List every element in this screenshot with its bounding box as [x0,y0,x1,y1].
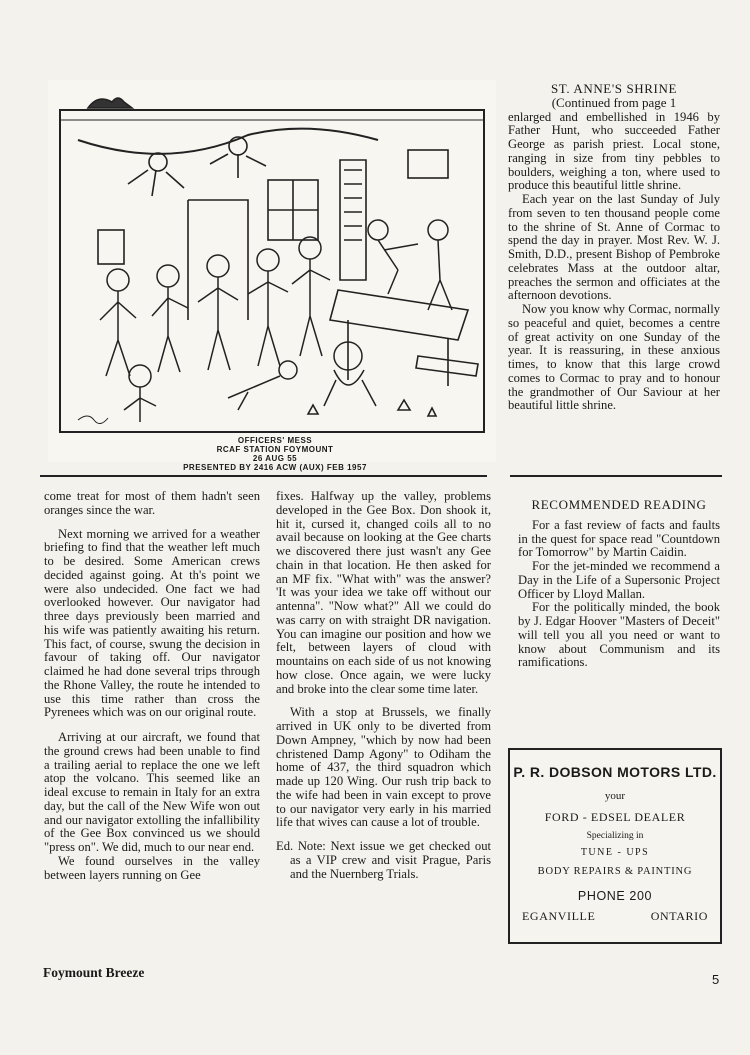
story-column-1 [44,490,260,882]
ad-phone: PHONE 200 [577,889,653,903]
story-column-2 [276,490,491,881]
reading-paragraph: For a fast review of facts and faults in the quest for space read "Countdown for Tomorrow" by Martin Caidin. [518,517,720,560]
ad-province: ONTARIO [650,909,708,923]
section-divider [40,475,487,477]
caption-line: PRESENTED BY 2416 ACW (AUX) FEB 1957 [183,463,367,472]
recommended-reading [518,498,720,670]
story-paragraph: We found ourselves in the valley between layers running on Gee [44,853,260,882]
reading-paragraph: For the jet-minded we recommend a Day in the Life of a Supersonic Project Officer by Lloyd Mallan. [518,559,720,601]
cartoon-caption [160,436,390,472]
story-paragraph: come treat for most of them hadn't seen oranges since the war. [44,489,260,517]
story-paragraph: fixes. Halfway up the valley, problems developed in the Gee Box. Don shook it, hit it, cursed it, changed coils all to no avail because on looking at the Gee charts we discovered there just wasn't any Gee chain in that location. He then asked for an MF fix. "What with" was the answer? 'It was your idea we take off without our antenna". "Now what?" All we could do was carry on with straight DR navigation. You can imagine our position and how we felt, between layers of cloud with mountains on each side of us not knowing how close. Once again, we were lucky and broke into the clear some time later. [276,489,491,696]
continued-note: (Continued from page 1 [551,94,677,110]
shrine-article [508,82,720,413]
shrine-paragraph: enlarged and embellished in 1946 by Father Hunt, who succeeded Father George as parish priest. Local stone, ranging in size from tiny pebbles to boulders, weighing a ton, where used to produce this beautiful little shrine. [508,109,720,193]
story-paragraph: Next morning we arrived for a weather briefing to find that the weather left much to be desired. Some American crews decided against going. At th's point we were also undecided. One fact we had overlooked however. Our navigator had three days previously been married and his wife was patiently awaiting his return. This fact, of course, swung the decision in favour of taking off. Our navigator claimed he had done several trips through the Rhone Valley, the route he intended to use this time rather than cross the Pyrenees which was on our original route. [44,526,260,720]
ad-business-name: P. R. DOBSON MOTORS LTD. [513,764,717,780]
caption-line: RCAF STATION FOYMOUNT [216,445,334,454]
story-paragraph: With a stop at Brussels, we finally arrived in UK only to be diverted from Down Ampney, "which by now had been christened Damp Agony" to Odiham the home of 437, the third squadron which made up 120 Wing. Our rush trip back to the wife had been in vain except to prove to our navigator very early in his married life that wives can cause a lot of trouble. [276,705,491,830]
ad-tuneups: TUNE - UPS [580,847,650,858]
ad-location [510,909,720,924]
shrine-paragraph: Now you know why Cormac, normally so peaceful and quiet, becomes a centre of great activity on one Sunday of the year. It is reassuring, in these anxious times, to know that this large crowd comes to Cormac to pray and to honour the grandmother of Our Saviour at her beautiful little shrine. [508,302,720,413]
officers-mess-cartoon [48,80,496,462]
dobson-motors-ad [508,748,722,944]
caption-line: 26 AUG 55 [252,454,298,463]
ad-town: EGANVILLE [522,909,596,923]
editor-note: Ed. Note: Next issue we get checked out as a VIP crew and visit Prague, Paris and the Nuernberg Trials. [276,839,491,881]
reading-paragraph: For the politically minded, the book by J. Edgar Hoover "Masters of Deceit" will tell you all you need or want to know about Communism and its ramifications. [518,600,720,670]
caption-line: OFFICERS' MESS [237,436,313,445]
section-divider [510,475,722,477]
publication-name: Foymount Breeze [43,965,145,980]
shrine-paragraph: Each year on the last Sunday of July from seven to ten thousand people come to the shrine of St. Anne of Cormac to spend the day in prayer. Most Rev. W. J. Smith, D.D., present Bishop of Pembroke celebrates Mass at the outdoor altar, preaches the sermon and officiates at the afternoon devotions. [508,192,720,303]
reading-title: RECOMMENDED READING [531,497,707,512]
story-paragraph: Arriving at our aircraft, we found that the ground crews had been unable to find a trailing aerial to replace the one we left atop the volcano. This seemed like an ideal excuse to remain in Italy for an extra day, but the call of the New Wife won out and our navigator extolling the infallibility of the Gee Box convinced us we should "press on". We did, much to our near end. [44,730,260,854]
ad-specializing: Specializing in [586,831,644,841]
shrine-title: ST. ANNE'S SHRINE [550,81,678,96]
ad-your: your [604,790,626,802]
ad-dealer: FORD - EDSEL DEALER [544,810,686,824]
page-number: 5 [712,972,720,987]
ad-body-repairs: BODY REPAIRS & PAINTING [537,866,693,877]
